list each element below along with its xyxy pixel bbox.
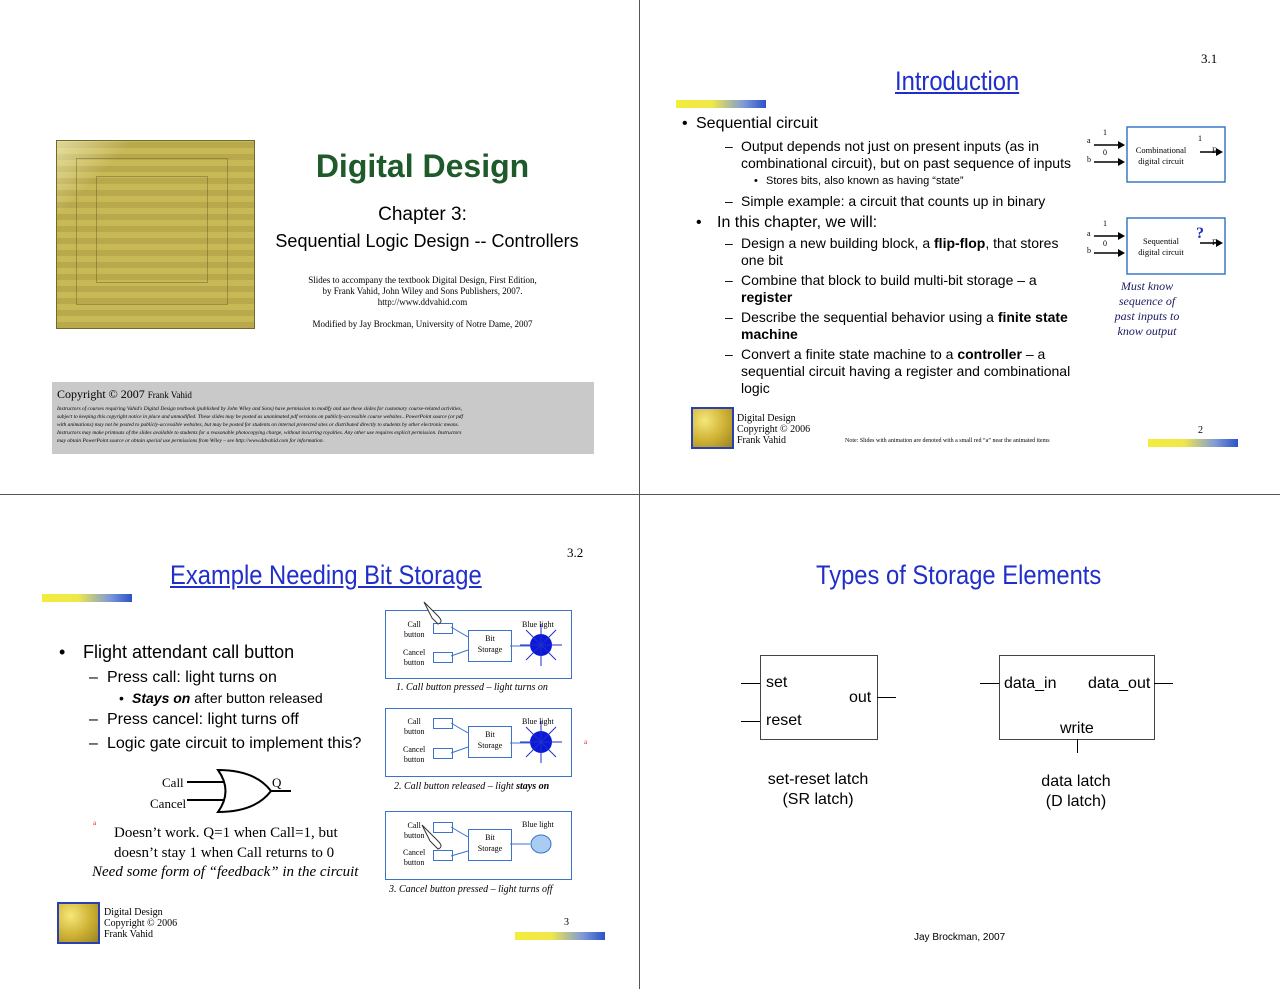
bullet-press-call: – Press call: light turns on xyxy=(89,669,277,686)
label-line: Call xyxy=(407,717,421,726)
section-number: 3.1 xyxy=(1201,51,1218,66)
accompany-line-1: Slides to accompany the textbook Digital Design, First Edition, xyxy=(308,275,537,285)
bullet-flip-flop: – Design a new building block, a flip-flop, that stores one bit xyxy=(741,235,1086,269)
text-line: doesn’t stay 1 when Call returns to 0 xyxy=(114,845,335,861)
bullet-text: after button released xyxy=(194,690,323,706)
doesnt-work-text xyxy=(114,823,338,863)
bullet-text: Combine that block to build multi-bit storage – a xyxy=(741,272,1037,288)
sr-out-label: out xyxy=(849,689,872,706)
label-line: Call xyxy=(407,620,421,629)
bullet-text: Press call: light turns on xyxy=(107,669,277,686)
fineprint xyxy=(57,405,593,445)
gate-input-call: Call xyxy=(162,775,184,790)
keyword-register: register xyxy=(741,289,793,305)
label-line: Cancel xyxy=(403,745,426,754)
d-in-label: data_in xyxy=(1004,675,1057,692)
label-line: Bit xyxy=(485,730,495,739)
box-label: digital circuit xyxy=(1138,156,1184,166)
combinational-label xyxy=(1124,145,1198,167)
bullet-text: Stores bits, also known as having “state” xyxy=(766,175,964,187)
footer-text xyxy=(737,413,810,446)
animation-note: Note: Slides with animation are denoted with a small red “a” near the animated items xyxy=(845,438,1050,444)
note-line: sequence of xyxy=(1118,294,1176,308)
accent-bar xyxy=(42,594,132,602)
fineprint-line: with animations) may not be posted to publicly-accessible websites, but may be posted for students on internal protected sites or distributed directly to students by other electronic means. xyxy=(57,422,459,428)
bullet-simple-example: – Simple example: a circuit that counts up in binary xyxy=(725,193,1046,209)
bullet-text: – a xyxy=(1025,346,1046,362)
panel-caption-2 xyxy=(394,781,549,792)
panel-cancel-label xyxy=(403,848,425,868)
blue-light-label: Blue light xyxy=(522,820,554,829)
bullet-text: Output depends not just on present inputs (as in xyxy=(741,138,1040,154)
bullet-text: Simple example: a circuit that counts up in binary xyxy=(741,193,1046,209)
note-line: past inputs to xyxy=(1114,309,1180,323)
slide-heading: Example Needing Bit Storage xyxy=(170,560,482,590)
accompany-line-2: by Frank Vahid, John Wiley and Sons Publishers, 2007. xyxy=(322,286,523,296)
label-line: Cancel xyxy=(403,848,426,857)
box-label: Sequential xyxy=(1143,236,1179,246)
label-line: button xyxy=(403,658,425,667)
bullet-text: Logic gate circuit to implement this? xyxy=(107,735,362,752)
light-on-icon xyxy=(510,716,570,766)
chapter: Chapter 3: xyxy=(378,204,467,225)
output-value: 1 xyxy=(1198,134,1202,143)
label-line: Bit xyxy=(485,833,495,842)
sr-out-wire xyxy=(877,697,896,698)
input-b-value: 0 xyxy=(1103,239,1107,248)
bullet-controller: – Convert a finite state machine to a controller – a sequential circuit having a register and combinational logic xyxy=(741,346,1086,397)
d-out-label: data_out xyxy=(1088,675,1151,692)
bullet-text: Sequential circuit xyxy=(696,115,818,132)
bullet-logic-gate: – Logic gate circuit to implement this? xyxy=(89,735,362,752)
panel-cancel-label xyxy=(403,648,425,668)
bullet-stays-on: • Stays on after button released xyxy=(119,690,323,706)
bullet-text: Press cancel: light turns off xyxy=(107,711,299,728)
cover-frame-inner xyxy=(96,176,208,283)
caption-line: (SR latch) xyxy=(782,791,854,808)
finger-icon xyxy=(420,600,450,626)
caption-bold: stays on xyxy=(516,781,550,792)
blue-light-label: Blue light xyxy=(522,620,554,629)
footer-line: Digital Design xyxy=(737,413,796,424)
bullet-press-cancel: – Press cancel: light turns off xyxy=(89,711,299,728)
input-b-value: 0 xyxy=(1103,148,1107,157)
bullet-text: Convert a finite state machine to a xyxy=(741,346,954,362)
accompany-text xyxy=(270,275,575,308)
animation-marker: a xyxy=(93,819,97,827)
sr-reset-wire xyxy=(741,721,760,722)
author-footer: Jay Brockman, 2007 xyxy=(914,932,1006,943)
modified-by: Modified by Jay Brockman, University of Notre Dame, 2007 xyxy=(312,319,533,329)
blue-light-label: Blue light xyxy=(522,717,554,726)
caption-text: 2. Call button released – light xyxy=(394,781,514,792)
keyword-controller: controller xyxy=(957,346,1022,362)
panel-wires xyxy=(450,717,470,757)
output-f-label: F xyxy=(1212,146,1217,155)
keyword-finite-state: finite state xyxy=(997,309,1068,325)
panel-wires xyxy=(450,620,470,660)
input-a-value: 1 xyxy=(1103,128,1107,137)
bullet-stores-bits: • Stores bits, also known as having “state” xyxy=(754,175,964,187)
note-line: know output xyxy=(1117,324,1177,338)
slide-heading: Introduction xyxy=(895,66,1020,96)
bullet-text: Design a new building block, a xyxy=(741,235,931,251)
label-line: Storage xyxy=(477,645,503,654)
label-line: button xyxy=(404,831,425,840)
output-f-label: F xyxy=(1212,238,1217,247)
website-url: http://www.ddvahid.com xyxy=(377,297,468,307)
footer-line: Frank Vahid xyxy=(737,435,786,446)
bullet-text: sequential circuit having a register and combinational xyxy=(741,363,1071,379)
label-line: Storage xyxy=(477,741,503,750)
bullet-text: one bit xyxy=(741,252,784,268)
bullet-flight-attendant: • Flight attendant call button xyxy=(59,642,295,662)
d-out-wire xyxy=(1154,683,1173,684)
box-label: Combinational xyxy=(1135,145,1187,155)
bullet-register: – Combine that block to build multi-bit storage – a register xyxy=(741,272,1086,306)
keyword-machine: machine xyxy=(741,326,798,342)
label-line: Bit xyxy=(485,634,495,643)
footer-line: Frank Vahid xyxy=(104,929,153,940)
section-number: 3.2 xyxy=(567,545,584,560)
light-off-icon xyxy=(510,819,570,869)
fineprint-line: Instructors may make printouts of the slides available to students for a reasonable photocopying charge, without incurring royalties. Any other use requires explicit permission. Instructors xyxy=(57,430,462,436)
copyright-line xyxy=(57,387,192,402)
bullet-text: Describe the sequential behavior using a xyxy=(741,309,994,325)
keyword-flip-flop: flip-flop xyxy=(934,235,986,251)
caption-line: (D latch) xyxy=(1045,793,1107,810)
panel-wires xyxy=(450,821,470,861)
bullet-sequential: • Sequential circuit xyxy=(682,115,818,132)
accent-bar xyxy=(676,100,766,108)
footer-text xyxy=(104,907,177,940)
slide-heading: Types of Storage Elements xyxy=(816,560,1102,590)
d-write-label: write xyxy=(1060,720,1094,737)
fineprint-line: Instructors of courses requiring Vahid's Digital Design textbook (published by John Wiley and Sons) have permission to modify and use these slides for customary course-related activities, xyxy=(57,406,462,412)
footer-accent-bar xyxy=(515,932,605,940)
box-label: digital circuit xyxy=(1138,247,1184,257)
input-a-value: 1 xyxy=(1103,219,1107,228)
panel-call-label xyxy=(404,717,424,737)
footer-line: Copyright © 2006 xyxy=(104,918,178,929)
footer-line: Copyright © 2006 xyxy=(737,424,811,435)
bullet-this-chapter: • In this chapter, we will: xyxy=(696,214,878,231)
note-line: Must know xyxy=(1120,279,1174,293)
label-line: button xyxy=(403,755,425,764)
sr-reset-label: reset xyxy=(766,712,802,729)
label-line: Storage xyxy=(477,844,503,853)
must-know-note xyxy=(1102,279,1192,339)
label-line: Cancel xyxy=(403,648,426,657)
d-write-wire xyxy=(1077,739,1078,753)
panel-caption-3: 3. Cancel button pressed – light turns off xyxy=(389,884,553,895)
caption-line: data latch xyxy=(1041,773,1111,790)
bullet-text: Flight attendant call button xyxy=(83,642,295,662)
bullet-text: In this chapter, we will: xyxy=(717,214,878,231)
footer-logo xyxy=(57,902,100,944)
label-line: Call xyxy=(407,821,421,830)
slide-storage-types xyxy=(640,495,1280,989)
bit-storage-label xyxy=(468,832,512,854)
sr-set-wire xyxy=(741,683,760,684)
d-caption xyxy=(1006,772,1146,812)
deck-subtitle: Sequential Logic Design -- Controllers xyxy=(275,231,579,251)
bullet-text: combinational circuit), but on past sequence of inputs xyxy=(741,155,1071,171)
keyword-stays-on: Stays on xyxy=(132,690,191,706)
input-b-label: b xyxy=(1087,246,1091,255)
bullet-fsm: – Describe the sequential behavior using a finite state machine xyxy=(725,309,1068,342)
label-line: button xyxy=(404,630,425,639)
page-number: 2 xyxy=(1198,425,1203,436)
caption-line: set-reset latch xyxy=(767,771,869,788)
copyright-text: Copyright © 2007 xyxy=(57,387,145,401)
slide-bit-storage xyxy=(0,495,640,989)
finger-icon xyxy=(418,823,450,851)
gate-input-cancel: Cancel xyxy=(150,796,187,811)
bullet-output-depends: – Output depends not just on present inputs (as in combinational circuit), but on past sequence of inputs xyxy=(741,138,1086,172)
unknown-output-mark: ? xyxy=(1196,225,1204,242)
input-b-label: b xyxy=(1087,155,1091,164)
slide-introduction xyxy=(640,0,1280,494)
animation-marker: a xyxy=(584,738,588,746)
input-a-label: a xyxy=(1087,136,1091,145)
sr-set-label: set xyxy=(766,674,788,691)
footer-logo xyxy=(691,407,734,449)
footer-accent-bar xyxy=(1148,439,1238,447)
text-line: Doesn’t work. Q=1 when Call=1, but xyxy=(114,825,338,841)
deck-title: Digital Design xyxy=(315,148,530,184)
label-line: button xyxy=(404,727,425,736)
d-in-wire xyxy=(980,683,999,684)
input-a-label: a xyxy=(1087,229,1091,238)
light-on-icon xyxy=(510,619,570,669)
footer-line: Digital Design xyxy=(104,907,163,918)
panel-cancel-label xyxy=(403,745,425,765)
sr-caption xyxy=(748,770,888,810)
bullet-text: , that stores xyxy=(985,235,1059,251)
page-number: 3 xyxy=(564,917,569,928)
fineprint-line: subject to keeping this copyright notice in place and unmodified. These slides may be posted as unanimated pdf versions on publicly-accessible course websites.. PowerPoint source (or pdf xyxy=(57,414,463,420)
gate-output-q: Q xyxy=(272,775,282,790)
copyright-author: Frank Vahid xyxy=(147,390,192,400)
bit-storage-label xyxy=(468,633,512,655)
bit-storage-label xyxy=(468,729,512,751)
sequential-label xyxy=(1124,236,1198,258)
slide-title xyxy=(0,0,640,494)
feedback-text: Need some form of “feedback” in the circuit xyxy=(92,864,359,880)
panel-caption-1: 1. Call button pressed – light turns on xyxy=(396,682,548,693)
label-line: button xyxy=(403,858,425,867)
fineprint-line: may obtain PowerPoint source or obtain special use permissions from Wiley – see http://www.ddvahid.com for information. xyxy=(57,438,324,444)
bullet-text: logic xyxy=(741,380,770,396)
